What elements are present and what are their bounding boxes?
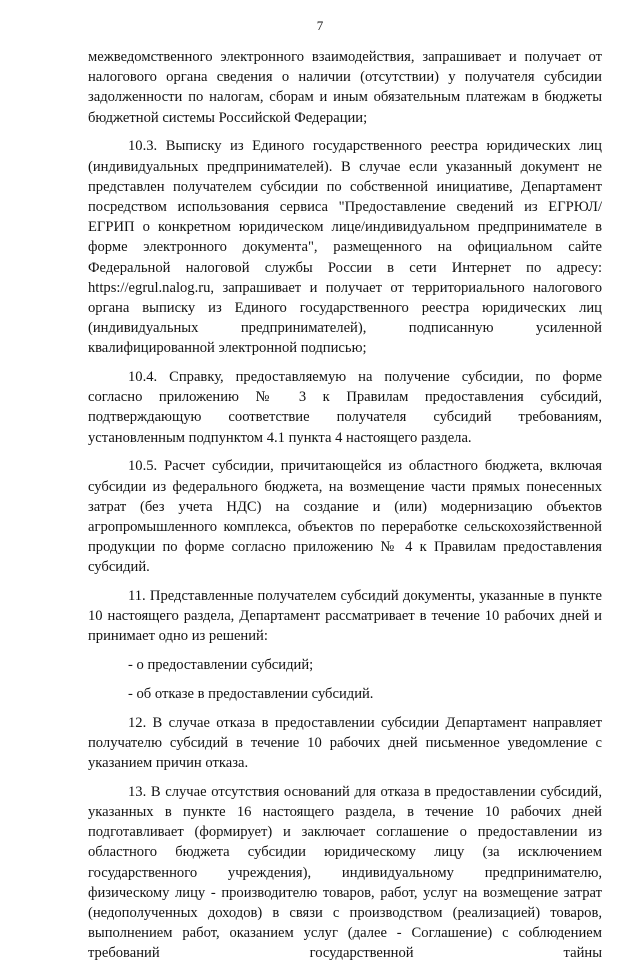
paragraph-10-3: 10.3. Выписку из Единого государственного реестра юридических лиц (индивидуальных предпринимателей). В случае если указанный документ не представлен получателем субсидии по собственной инициативе, Департамент посредством использования сервиса "Предоставление сведений из ЕГРЮЛ/ЕГРИП о конкретном юридическом лице/индивидуальном предпринимателе в форме электронного документа", размещенного на официальном сайте Федеральной налоговой службы России в сети Интернет по адресу: https://egrul.nalog.ru, запрашивает и получает от территориального налогового органа выписку из Единого государственного реестра юридических лиц (индивидуальных предпринимателей), подписанную усиленной квалифицированной электронной подписью; — [88, 138, 602, 357]
paragraph-10-5: 10.5. Расчет субсидии, причитающейся из областного бюджета, включая субсидии из федерального бюджета, на возмещение части прямых понесенных затрат (без учета НДС) на создание и (или) модернизацию объектов агропромышленного комплекса, объектов по переработке сельскохозяйственной продукции по форме согласно приложению № 4 к Правилам предоставления субсидий. — [88, 458, 602, 576]
document-body — [88, 47, 602, 964]
page-number: 7 — [316, 18, 324, 33]
paragraph-10-4: 10.4. Справку, предоставляемую на получение субсидии, по форме согласно приложению № 3 к Правилам предоставления субсидий, подтверждающую соответствие получателя субсидий требованиям, установленным подпунктом 4.1 пункта 4 настоящего раздела. — [88, 369, 602, 446]
paragraph-13: 13. В случае отсутствия оснований для отказа в предоставлении субсидий, указанных в пункте 16 настоящего раздела, в течение 10 рабочих дней подготавливает (формирует) и заключает соглашение о предоставлении из областного бюджета субсидии юридическому лицу (за исключением государственного учреждения), индивидуальному предпринимателю, физическому лицу - производителю товаров, работ, услуг на возмещение затрат (недополученных доходов) в связи с производством (реализацией) товаров, выполнением работ, оказанием услуг (далее - Соглашение) с соблюдением требований государственной тайны — [88, 783, 602, 962]
paragraph-continuation: межведомственного электронного взаимодействия, запрашивает и получает от налогового органа сведения о наличии (отсутствии) у получателя субсидии задолженности по налогам, сборам и иным обязательным платежам в бюджеты бюджетной системы Российской Федерации; — [88, 49, 602, 126]
list-item-grant-decision: - о предоставлении субсидий; — [128, 657, 314, 674]
list-item-refusal-decision: - об отказе в предоставлении субсидий. — [128, 685, 374, 702]
paragraph-11: 11. Представленные получателем субсидий документы, указанные в пункте 10 настоящего раздела, Департамент рассматривает в течение 10 рабочих дней и принимает одно из решений: — [88, 588, 602, 645]
paragraph-12: 12. В случае отказа в предоставлении субсидии Департамент направляет получателю субсидий в течение 10 рабочих дней письменное уведомление с указанием причин отказа. — [88, 714, 602, 771]
